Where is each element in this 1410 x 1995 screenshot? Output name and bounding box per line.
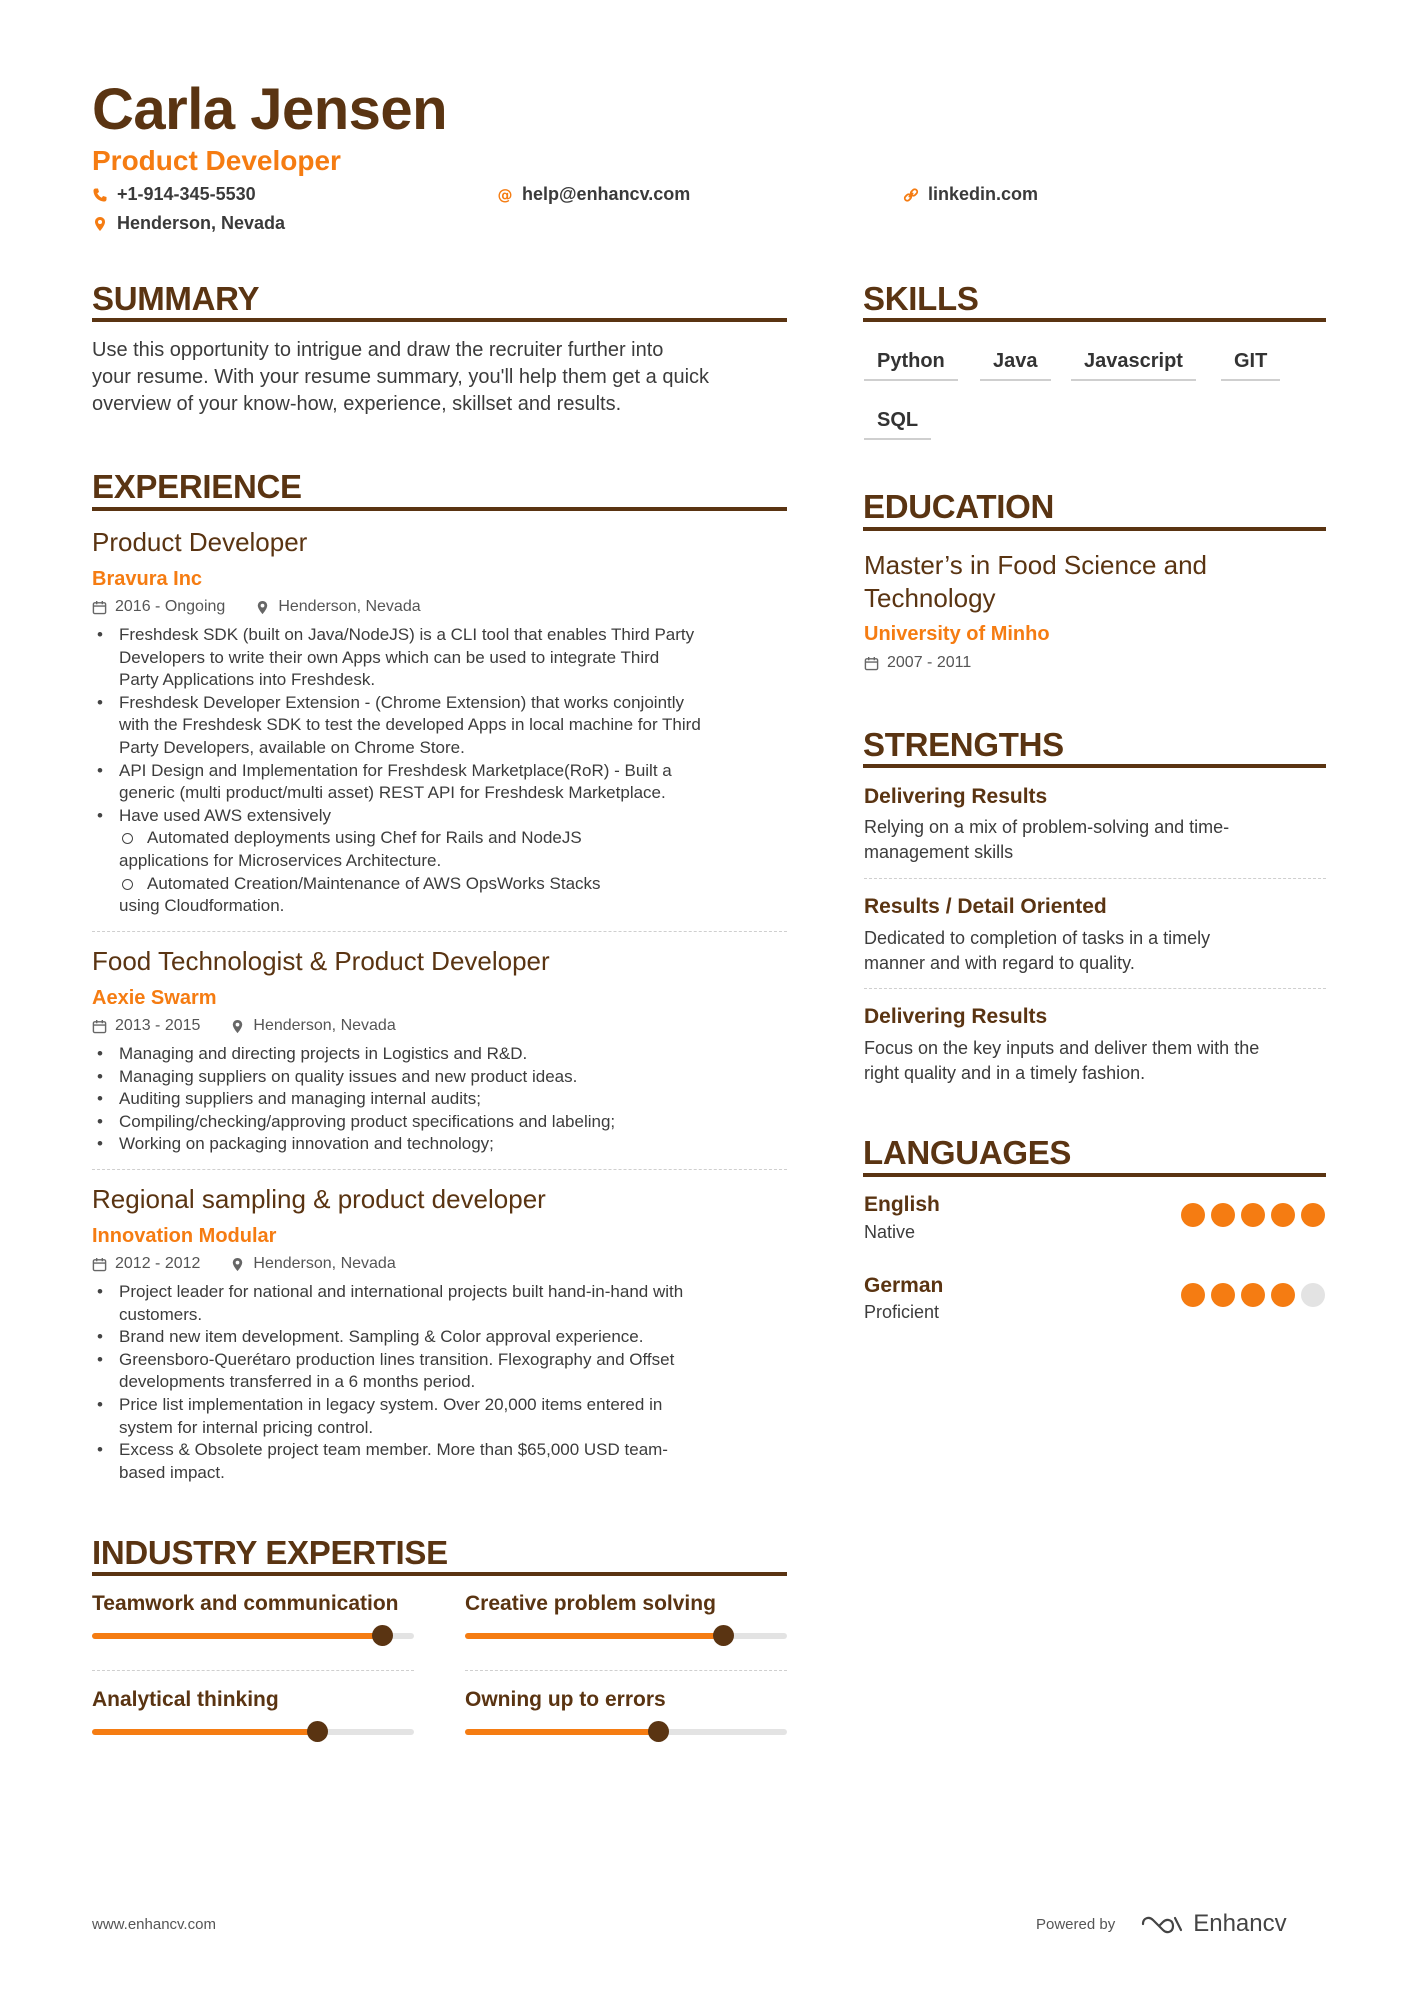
job-dates: 2016 - Ongoing bbox=[115, 598, 226, 615]
list-item: Automated deployments using Chef for Rails and NodeJS bbox=[92, 827, 792, 850]
job-meta bbox=[92, 1017, 396, 1035]
brand-logo[interactable] bbox=[1139, 1910, 1286, 1938]
link-icon bbox=[903, 187, 919, 203]
education-dates: 2007 - 2011 bbox=[887, 654, 972, 671]
list-item: • API Design and Implementation for Freshdesk Marketplace(RoR) - Built a bbox=[92, 760, 792, 783]
divider bbox=[864, 988, 1326, 989]
language-name: German bbox=[864, 1274, 944, 1297]
strength-line: right quality and in a timely fashion. bbox=[864, 1063, 1146, 1083]
job-bullets bbox=[92, 1281, 792, 1484]
list-item: • Compiling/checking/approving product specifications and labeling; bbox=[92, 1111, 792, 1134]
list-item: • Freshdesk Developer Extension - (Chrome Extension) that works conjointly bbox=[92, 692, 792, 715]
list-item: • Price list implementation in legacy system. Over 20,000 items entered in bbox=[92, 1394, 792, 1417]
strength-title: Delivering Results bbox=[864, 1005, 1048, 1028]
language-level: Proficient bbox=[864, 1302, 940, 1322]
brand-name: Enhancv bbox=[1193, 1910, 1287, 1937]
job-location: Henderson, Nevada bbox=[253, 1017, 396, 1034]
skill-tag: Python bbox=[864, 343, 958, 381]
education-meta bbox=[864, 654, 971, 672]
expertise-name: Analytical thinking bbox=[92, 1688, 279, 1711]
summary-line: Use this opportunity to intrigue and draw the recruiter further into bbox=[92, 339, 664, 361]
calendar-icon bbox=[864, 656, 879, 671]
strengths-rule bbox=[863, 764, 1326, 768]
strength-line: Focus on the key inputs and deliver them with the bbox=[864, 1038, 1260, 1058]
location-text: Henderson, Nevada bbox=[117, 213, 286, 233]
summary-heading: SUMMARY bbox=[92, 280, 260, 317]
contact-linkedin[interactable] bbox=[903, 184, 1038, 205]
expertise-name: Owning up to errors bbox=[465, 1688, 666, 1711]
location-pin-icon bbox=[230, 1019, 245, 1034]
industry-expertise-heading: INDUSTRY EXPERTISE bbox=[92, 1534, 448, 1571]
language-rating bbox=[1181, 1283, 1325, 1307]
strength-description bbox=[864, 815, 1229, 865]
summary-text bbox=[92, 337, 709, 418]
list-item: • Managing and directing projects in Logistics and R&D. bbox=[92, 1043, 792, 1066]
company-name: Innovation Modular bbox=[92, 1225, 277, 1247]
expertise-bar-knob bbox=[307, 1721, 328, 1742]
rating-dot-filled bbox=[1241, 1203, 1265, 1227]
list-item: using Cloudformation. bbox=[119, 896, 285, 916]
list-item: system for internal pricing control. bbox=[119, 1417, 374, 1437]
calendar-icon bbox=[92, 600, 107, 615]
experience-rule bbox=[92, 507, 787, 511]
summary-line: your resume. With your resume summary, you'll help them get a quick bbox=[92, 366, 710, 388]
contact-phone[interactable] bbox=[92, 184, 256, 205]
job-dates: 2012 - 2012 bbox=[115, 1255, 201, 1272]
summary-line: overview of your know-how, experience, skillset and results. bbox=[92, 393, 622, 415]
industry-expertise-rule bbox=[92, 1572, 787, 1576]
powered-by-label: Powered by bbox=[1036, 1915, 1116, 1933]
contact-email[interactable] bbox=[497, 184, 690, 205]
skill-tag: GIT bbox=[1221, 343, 1280, 381]
candidate-title: Product Developer bbox=[92, 145, 341, 176]
rating-dot-empty bbox=[1301, 1283, 1325, 1307]
footer-powered bbox=[1036, 1910, 1287, 1938]
languages-rule bbox=[863, 1173, 1326, 1177]
language-rating bbox=[1181, 1203, 1325, 1227]
list-item: based impact. bbox=[119, 1462, 225, 1482]
rating-dot-filled bbox=[1271, 1203, 1295, 1227]
list-item: • Have used AWS extensively bbox=[92, 805, 792, 828]
education-heading: EDUCATION bbox=[863, 488, 1055, 525]
phone-icon bbox=[92, 187, 108, 203]
rating-dot-filled bbox=[1181, 1283, 1205, 1307]
expertise-bar-fill bbox=[92, 1633, 382, 1639]
company-name: Bravura Inc bbox=[92, 568, 203, 590]
footer-website[interactable]: www.enhancv.com bbox=[92, 1916, 216, 1933]
expertise-bar-fill bbox=[92, 1729, 317, 1735]
calendar-icon bbox=[92, 1019, 107, 1034]
language-level: Native bbox=[864, 1222, 916, 1242]
location-pin-icon bbox=[92, 216, 108, 232]
contact-location bbox=[92, 213, 285, 234]
enhancv-logo-icon bbox=[1139, 1912, 1185, 1936]
list-item: Developers to write their own Apps which can be used to integrate Third bbox=[119, 647, 660, 667]
at-icon bbox=[497, 187, 513, 203]
list-item: • Auditing suppliers and managing internal audits; bbox=[92, 1088, 792, 1111]
list-item: applications for Microservices Architecture. bbox=[119, 850, 442, 870]
degree bbox=[864, 549, 1207, 615]
strength-title: Delivering Results bbox=[864, 785, 1048, 808]
list-item: • Project leader for national and international projects built hand-in-hand with bbox=[92, 1281, 792, 1304]
job-title: Regional sampling & product developer bbox=[92, 1184, 546, 1214]
list-item: • Managing suppliers on quality issues and new product ideas. bbox=[92, 1066, 792, 1089]
job-meta bbox=[92, 598, 421, 616]
list-item: Party Developers, available on Chrome Store. bbox=[119, 737, 465, 757]
list-item: developments transferred in a 6 months period. bbox=[119, 1372, 476, 1392]
strengths-heading: STRENGTHS bbox=[863, 726, 1064, 763]
location-pin-icon bbox=[230, 1257, 245, 1272]
strength-line: management skills bbox=[864, 842, 1014, 862]
degree-line: Master’s in Food Science and bbox=[864, 550, 1208, 580]
list-item: • Greensboro-Querétaro production lines transition. Flexography and Offset bbox=[92, 1349, 792, 1372]
skills-rule bbox=[863, 318, 1326, 322]
expertise-bar bbox=[92, 1633, 414, 1639]
education-rule bbox=[863, 527, 1326, 531]
list-item: Party Applications into Freshdesk. bbox=[119, 670, 376, 690]
degree-line: Technology bbox=[864, 583, 996, 613]
calendar-icon bbox=[92, 1257, 107, 1272]
email-text: help@enhancv.com bbox=[522, 184, 691, 204]
job-location: Henderson, Nevada bbox=[278, 598, 421, 615]
job-dates: 2013 - 2015 bbox=[115, 1017, 201, 1034]
experience-heading: EXPERIENCE bbox=[92, 468, 302, 505]
divider bbox=[92, 931, 787, 932]
list-item: generic (multi product/multi asset) REST API for Freshdesk Marketplace. bbox=[119, 783, 666, 803]
rating-dot-filled bbox=[1211, 1283, 1235, 1307]
list-item: Automated Creation/Maintenance of AWS OpsWorks Stacks bbox=[92, 873, 792, 896]
divider bbox=[465, 1670, 787, 1671]
job-meta bbox=[92, 1255, 396, 1273]
divider bbox=[92, 1670, 414, 1671]
job-location: Henderson, Nevada bbox=[253, 1255, 396, 1272]
list-item: • Excess & Obsolete project team member. More than $65,000 USD team- bbox=[92, 1439, 792, 1462]
expertise-bar-knob bbox=[713, 1625, 734, 1646]
strength-description bbox=[864, 1036, 1259, 1086]
rating-dot-filled bbox=[1301, 1203, 1325, 1227]
candidate-name: Carla Jensen bbox=[92, 77, 448, 142]
strength-line: Dedicated to completion of tasks in a timely bbox=[864, 928, 1211, 948]
job-title: Product Developer bbox=[92, 527, 308, 557]
company-name: Aexie Swarm bbox=[92, 987, 217, 1009]
phone-text: +1-914-345-5530 bbox=[117, 184, 256, 204]
expertise-bar-fill bbox=[465, 1633, 723, 1639]
rating-dot-filled bbox=[1181, 1203, 1205, 1227]
strength-description bbox=[864, 926, 1210, 976]
job-bullets bbox=[92, 624, 792, 918]
skill-tag: Javascript bbox=[1071, 343, 1196, 381]
divider bbox=[864, 878, 1326, 879]
languages-heading: LANGUAGES bbox=[863, 1134, 1072, 1171]
divider bbox=[92, 1169, 787, 1170]
strength-line: manner and with regard to quality. bbox=[864, 953, 1135, 973]
location-pin-icon bbox=[255, 600, 270, 615]
job-title: Food Technologist & Product Developer bbox=[92, 946, 550, 976]
list-item: • Brand new item development. Sampling & Color approval experience. bbox=[92, 1326, 792, 1349]
list-item: • Working on packaging innovation and technology; bbox=[92, 1133, 792, 1156]
expertise-name: Teamwork and communication bbox=[92, 1592, 399, 1615]
rating-dot-filled bbox=[1271, 1283, 1295, 1307]
expertise-name: Creative problem solving bbox=[465, 1592, 716, 1615]
expertise-bar bbox=[465, 1729, 787, 1735]
list-item: with the Freshdesk SDK to test the developed Apps in local machine for Third bbox=[119, 715, 701, 735]
skills-heading: SKILLS bbox=[863, 280, 979, 317]
expertise-bar bbox=[465, 1633, 787, 1639]
rating-dot-filled bbox=[1241, 1283, 1265, 1307]
summary-rule bbox=[92, 318, 787, 322]
list-item: customers. bbox=[119, 1304, 203, 1324]
expertise-bar-fill bbox=[465, 1729, 658, 1735]
list-item: • Freshdesk SDK (built on Java/NodeJS) is a CLI tool that enables Third Party bbox=[92, 624, 792, 647]
skill-tag: Java bbox=[980, 343, 1051, 381]
linkedin-text: linkedin.com bbox=[928, 184, 1039, 204]
expertise-bar-knob bbox=[372, 1625, 393, 1646]
school-name: University of Minho bbox=[864, 623, 1050, 645]
strength-line: Relying on a mix of problem-solving and time- bbox=[864, 817, 1230, 837]
language-name: English bbox=[864, 1193, 940, 1216]
job-bullets bbox=[92, 1043, 792, 1156]
svg-text:@: @ bbox=[497, 186, 513, 203]
expertise-bar bbox=[92, 1729, 414, 1735]
strength-title: Results / Detail Oriented bbox=[864, 895, 1107, 918]
expertise-bar-knob bbox=[648, 1721, 669, 1742]
rating-dot-filled bbox=[1211, 1203, 1235, 1227]
skill-tag: SQL bbox=[864, 402, 931, 440]
